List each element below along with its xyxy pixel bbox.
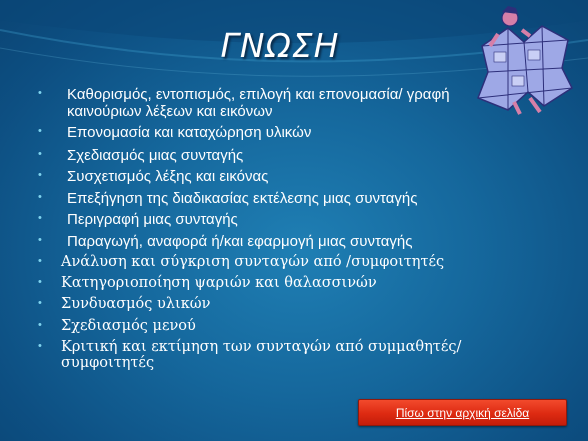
bullet-marker: • [38,340,42,352]
bullet-marker: • [38,297,42,309]
list-item-text: Καθορισμός, εντοπισμός, επιλογή και επονομασία/ γραφή [67,86,450,103]
list-item-text: Σχεδιασμός μενού [61,318,196,334]
list-item-text: Παραγωγή, αναφορά ή/και εφαρμογή μιας συνταγής [67,233,413,250]
slide-title: ΓΝΩΣΗ [220,26,340,65]
list-item-text: Επονομασία και καταχώρηση υλικών [67,124,312,141]
bullet-marker: • [38,255,42,267]
list-item-text: συμφοιτητές [61,355,155,371]
bullet-marker: • [38,234,42,246]
list-item-text: Ανάλυση και σύγκριση συνταγών από /συμφοιτητές [61,254,445,270]
bullet-marker: • [38,125,42,137]
list-item-text: Συνδυασμός υλικών [61,296,211,312]
bullet-marker: • [38,319,42,331]
bullet-marker: • [38,148,42,160]
bullet-marker: • [38,212,42,224]
list-item-text: Συσχετισμός λέξης και εικόνας [67,168,269,185]
back-to-home-button[interactable]: Πίσω στην αρχική σελίδα [358,399,567,426]
list-item-text: Κριτική και εκτίμηση των συνταγών από συμμαθητές/ [61,339,462,355]
bullet-marker: • [38,87,42,99]
list-item-text: καινούριων λέξεων και εικόνων [67,103,273,120]
list-item-text: Κατηγοριοποίηση ψαριών και θαλασσινών [61,275,377,291]
list-item-text: Περιγραφή μιας συνταγής [67,211,238,228]
bullet-marker: • [38,276,42,288]
list-item-text: Επεξήγηση της διαδικασίας εκτέλεσης μιας συνταγής [67,190,418,207]
list-item-text: Σχεδιασμός μιας συνταγής [67,147,244,164]
bullet-marker: • [38,169,42,181]
bullet-marker: • [38,191,42,203]
